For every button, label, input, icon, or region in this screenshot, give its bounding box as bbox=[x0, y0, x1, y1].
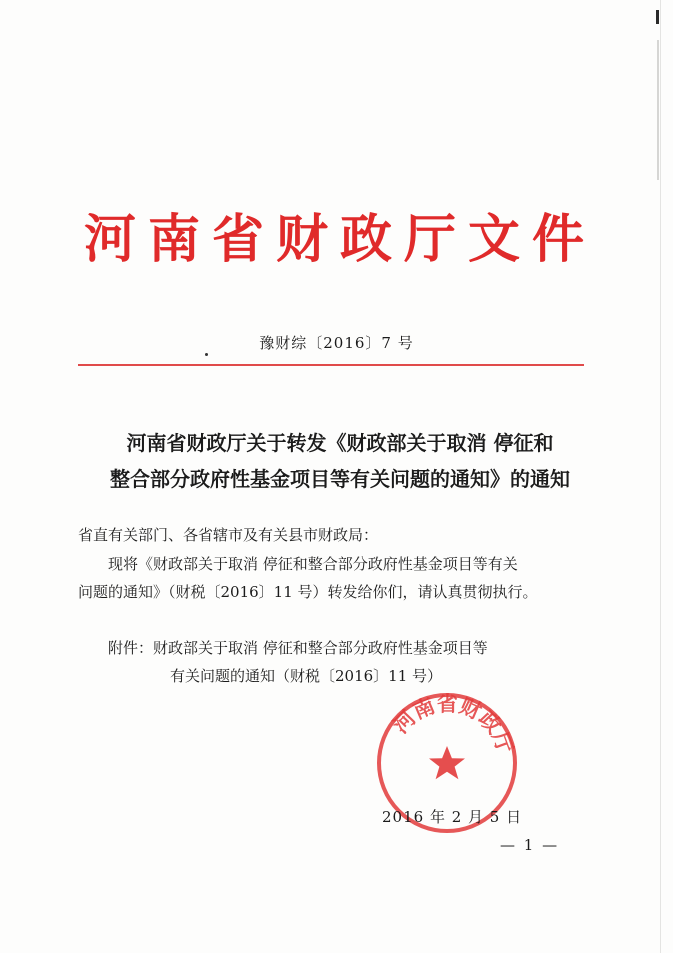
document-number: 豫财综〔2016〕7 号 bbox=[259, 334, 414, 352]
body-paragraph bbox=[78, 550, 588, 606]
addressee: 省直有关部门、各省辖市及有关县市财政局： bbox=[78, 526, 379, 544]
attachment-line-2: 有关问题的通知（财税〔2016〕11 号） bbox=[170, 667, 443, 685]
seal-star-icon bbox=[429, 746, 465, 779]
body-line-2: 问题的通知》（财税〔2016〕11 号）转发给你们，请认真贯彻执行。 bbox=[78, 583, 538, 601]
title-line-2: 整合部分政府性基金项目等有关问题的通知》的通知 bbox=[110, 467, 570, 491]
scan-dot bbox=[205, 353, 208, 356]
document-masthead: 河南省财政厅文件 bbox=[83, 209, 596, 270]
document-title bbox=[60, 425, 620, 497]
scan-edge-mark bbox=[656, 10, 659, 24]
scan-edge-shadow bbox=[657, 40, 659, 180]
scan-edge-line bbox=[660, 0, 661, 953]
seal-text: 河南省财政厅 bbox=[387, 690, 519, 757]
issue-date: 2016 年 2 月 5 日 bbox=[382, 808, 523, 826]
attachment-line-1: 附件：财政部关于取消 停征和整合部分政府性基金项目等 bbox=[108, 639, 488, 657]
page-number: — 1 — bbox=[500, 836, 560, 854]
title-line-1: 河南省财政厅关于转发《财政部关于取消 停征和 bbox=[126, 431, 554, 455]
attachment-note bbox=[78, 634, 588, 690]
body-line-1: 现将《财政部关于取消 停征和整合部分政府性基金项目等有关 bbox=[108, 555, 518, 573]
red-divider-rule bbox=[78, 364, 584, 366]
svg-text:河南省财政厅 bbox=[388, 691, 518, 757]
